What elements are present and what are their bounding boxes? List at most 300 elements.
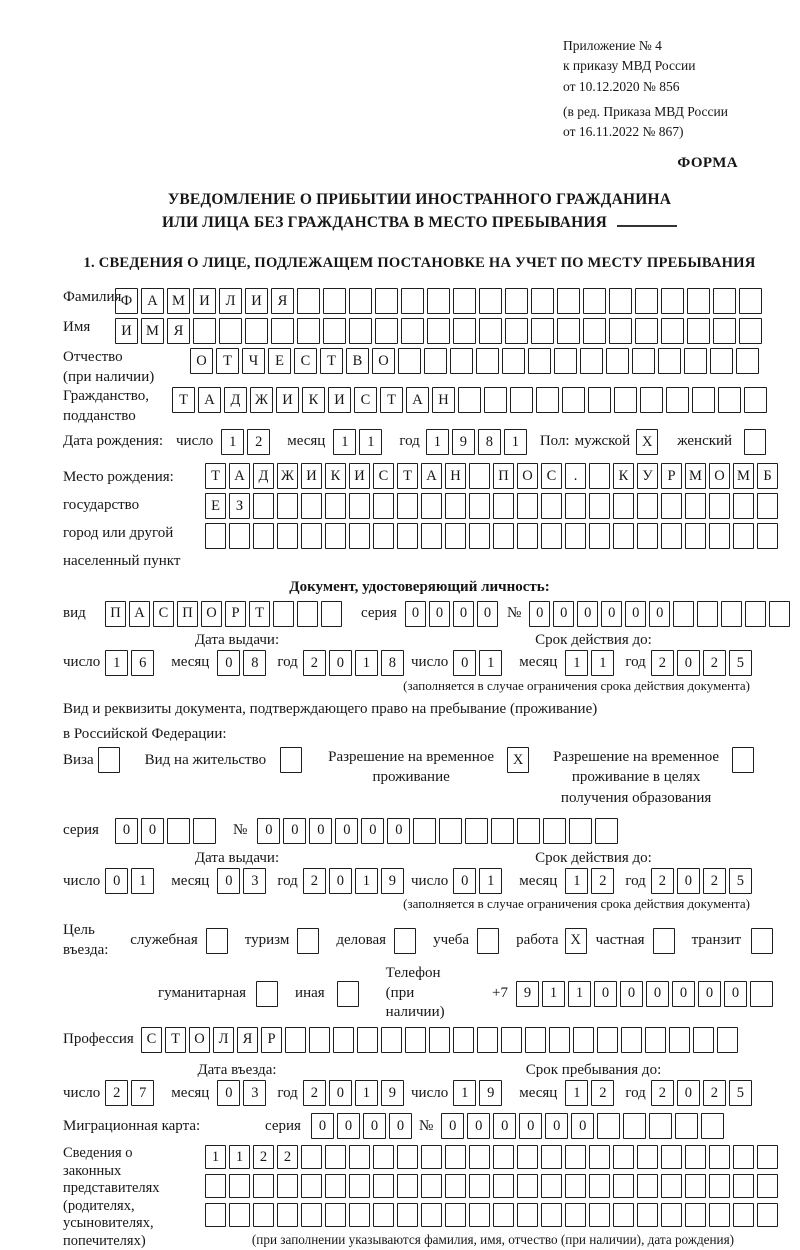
char-cell[interactable]: Ж [277,463,298,489]
char-cell[interactable] [557,288,580,314]
char-cell[interactable]: 0 [677,650,700,676]
char-cell[interactable] [751,928,773,954]
char-cell[interactable] [713,318,736,344]
char-cell[interactable]: 0 [335,818,358,844]
char-cell[interactable] [697,601,718,627]
char-cell[interactable]: О [372,348,395,374]
char-cell[interactable]: 0 [217,1080,240,1106]
char-cell[interactable]: 1 [565,868,588,894]
char-cell[interactable]: С [541,463,562,489]
char-cell[interactable] [469,463,490,489]
char-cell[interactable]: 0 [363,1113,386,1139]
char-cell[interactable]: А [129,601,150,627]
char-cell[interactable]: 2 [703,650,726,676]
char-cell[interactable] [394,928,416,954]
char-cell[interactable] [253,493,274,519]
char-cell[interactable] [744,387,767,413]
char-cell[interactable]: 0 [677,868,700,894]
char-cell[interactable] [285,1027,306,1053]
char-cell[interactable]: 0 [724,981,747,1007]
char-cell[interactable] [445,493,466,519]
char-cell[interactable]: 2 [253,1145,274,1169]
char-cell[interactable] [517,1203,538,1227]
char-cell[interactable]: 1 [426,429,449,455]
char-cell[interactable] [491,818,514,844]
char-cell[interactable]: Н [445,463,466,489]
char-cell[interactable] [505,288,528,314]
char-cell[interactable] [453,318,476,344]
char-cell[interactable] [193,818,216,844]
char-cell[interactable] [421,493,442,519]
char-cell[interactable] [661,1203,682,1227]
char-cell[interactable] [709,1145,730,1169]
char-cell[interactable]: Д [224,387,247,413]
char-cell[interactable]: Н [432,387,455,413]
char-cell[interactable] [637,1174,658,1198]
char-cell[interactable]: Т [320,348,343,374]
char-cell[interactable] [505,318,528,344]
char-cell[interactable] [562,387,585,413]
char-cell[interactable] [397,493,418,519]
char-cell[interactable] [453,1027,474,1053]
char-cell[interactable]: 0 [311,1113,334,1139]
char-cell[interactable] [421,1174,442,1198]
char-cell[interactable] [229,1203,250,1227]
char-cell[interactable]: 0 [429,601,450,627]
char-cell[interactable] [469,493,490,519]
char-cell[interactable]: 2 [591,868,614,894]
char-cell[interactable]: С [141,1027,162,1053]
char-cell[interactable] [621,1027,642,1053]
char-cell[interactable]: 0 [672,981,695,1007]
char-cell[interactable] [736,348,759,374]
char-cell[interactable] [675,1113,698,1139]
char-cell[interactable]: 1 [131,868,154,894]
char-cell[interactable] [589,1145,610,1169]
char-cell[interactable] [721,601,742,627]
char-cell[interactable]: 0 [601,601,622,627]
char-cell[interactable]: 1 [504,429,527,455]
char-cell[interactable] [684,348,707,374]
char-cell[interactable]: Т [172,387,195,413]
char-cell[interactable] [565,1174,586,1198]
char-cell[interactable] [565,1203,586,1227]
char-cell[interactable]: У [637,463,658,489]
char-cell[interactable]: 1 [355,1080,378,1106]
char-cell[interactable] [673,601,694,627]
char-cell[interactable]: 1 [355,650,378,676]
temp-residence-education-checkbox[interactable] [732,747,757,773]
char-cell[interactable]: 0 [115,818,138,844]
char-cell[interactable] [413,818,436,844]
char-cell[interactable] [744,429,766,455]
purpose-official-checkbox[interactable] [206,928,231,954]
char-cell[interactable] [661,318,684,344]
char-cell[interactable] [692,387,715,413]
char-cell[interactable]: З [229,493,250,519]
char-cell[interactable]: В [346,348,369,374]
temp-residence-checkbox[interactable] [507,747,532,773]
char-cell[interactable] [709,1174,730,1198]
char-cell[interactable] [685,1145,706,1169]
purpose-transit-checkbox[interactable] [751,928,776,954]
char-cell[interactable] [589,493,610,519]
char-cell[interactable]: 0 [646,981,669,1007]
char-cell[interactable]: 2 [303,650,326,676]
char-cell[interactable] [493,1174,514,1198]
char-cell[interactable]: 0 [387,818,410,844]
char-cell[interactable]: Т [380,387,403,413]
char-cell[interactable] [517,1174,538,1198]
char-cell[interactable] [325,1174,346,1198]
char-cell[interactable] [397,1174,418,1198]
char-cell[interactable] [757,1174,778,1198]
char-cell[interactable] [357,1027,378,1053]
char-cell[interactable] [301,523,322,549]
char-cell[interactable]: 0 [519,1113,542,1139]
char-cell[interactable]: 9 [479,1080,502,1106]
char-cell[interactable] [453,288,476,314]
char-cell[interactable]: 1 [229,1145,250,1169]
char-cell[interactable] [757,493,778,519]
char-cell[interactable] [583,318,606,344]
female-checkbox[interactable] [744,429,769,455]
char-cell[interactable] [661,1174,682,1198]
char-cell[interactable] [349,1203,370,1227]
char-cell[interactable]: И [276,387,299,413]
char-cell[interactable] [445,523,466,549]
char-cell[interactable] [649,1113,672,1139]
char-cell[interactable] [493,1203,514,1227]
char-cell[interactable]: 0 [620,981,643,1007]
char-cell[interactable]: 1 [221,429,244,455]
char-cell[interactable] [565,1145,586,1169]
char-cell[interactable]: А [141,288,164,314]
char-cell[interactable] [301,493,322,519]
char-cell[interactable]: 0 [337,1113,360,1139]
char-cell[interactable]: 3 [243,868,266,894]
char-cell[interactable]: 0 [441,1113,464,1139]
char-cell[interactable]: 9 [452,429,475,455]
char-cell[interactable]: 9 [381,1080,404,1106]
char-cell[interactable]: П [493,463,514,489]
char-cell[interactable] [253,1174,274,1198]
char-cell[interactable]: 9 [516,981,539,1007]
char-cell[interactable] [597,1027,618,1053]
char-cell[interactable]: 0 [625,601,646,627]
char-cell[interactable] [541,493,562,519]
char-cell[interactable]: 1 [453,1080,476,1106]
char-cell[interactable] [297,288,320,314]
char-cell[interactable] [609,318,632,344]
char-cell[interactable] [253,523,274,549]
char-cell[interactable]: 1 [205,1145,226,1169]
char-cell[interactable] [458,387,481,413]
char-cell[interactable]: 0 [594,981,617,1007]
char-cell[interactable]: О [190,348,213,374]
char-cell[interactable]: 2 [651,1080,674,1106]
char-cell[interactable]: П [177,601,198,627]
char-cell[interactable] [421,523,442,549]
char-cell[interactable]: 1 [359,429,382,455]
purpose-business-checkbox[interactable] [394,928,419,954]
char-cell[interactable] [640,387,663,413]
char-cell[interactable] [205,1174,226,1198]
char-cell[interactable] [589,463,610,489]
char-cell[interactable] [637,1145,658,1169]
char-cell[interactable] [685,493,706,519]
char-cell[interactable] [565,523,586,549]
char-cell[interactable] [528,348,551,374]
char-cell[interactable]: 1 [355,868,378,894]
char-cell[interactable] [569,818,592,844]
char-cell[interactable] [484,387,507,413]
char-cell[interactable] [609,288,632,314]
char-cell[interactable] [206,928,228,954]
char-cell[interactable]: Т [397,463,418,489]
char-cell[interactable] [450,348,473,374]
char-cell[interactable] [557,318,580,344]
char-cell[interactable] [739,318,762,344]
char-cell[interactable] [732,747,754,773]
char-cell[interactable] [733,523,754,549]
visa-checkbox[interactable] [98,747,123,773]
char-cell[interactable]: Я [167,318,190,344]
char-cell[interactable]: 0 [577,601,598,627]
char-cell[interactable] [701,1113,724,1139]
char-cell[interactable] [167,818,190,844]
char-cell[interactable] [337,981,359,1007]
char-cell[interactable] [645,1027,666,1053]
char-cell[interactable] [580,348,603,374]
char-cell[interactable] [476,348,499,374]
char-cell[interactable]: 0 [389,1113,412,1139]
char-cell[interactable] [713,288,736,314]
char-cell[interactable] [479,318,502,344]
char-cell[interactable] [445,1145,466,1169]
char-cell[interactable] [623,1113,646,1139]
char-cell[interactable]: 1 [591,650,614,676]
char-cell[interactable] [635,288,658,314]
char-cell[interactable]: 0 [453,601,474,627]
char-cell[interactable] [525,1027,546,1053]
char-cell[interactable] [205,1203,226,1227]
char-cell[interactable]: 0 [571,1113,594,1139]
char-cell[interactable]: 0 [141,818,164,844]
char-cell[interactable] [477,928,499,954]
char-cell[interactable]: 0 [405,601,426,627]
char-cell[interactable] [349,1174,370,1198]
char-cell[interactable] [613,523,634,549]
char-cell[interactable]: 0 [257,818,280,844]
purpose-work-checkbox[interactable] [565,928,590,954]
char-cell[interactable] [381,1027,402,1053]
char-cell[interactable]: И [328,387,351,413]
char-cell[interactable] [709,1203,730,1227]
char-cell[interactable]: 9 [381,868,404,894]
char-cell[interactable] [349,523,370,549]
char-cell[interactable]: 0 [698,981,721,1007]
char-cell[interactable] [536,387,559,413]
char-cell[interactable]: 5 [729,650,752,676]
char-cell[interactable]: Б [757,463,778,489]
char-cell[interactable] [661,493,682,519]
char-cell[interactable] [479,288,502,314]
char-cell[interactable] [256,981,278,1007]
char-cell[interactable]: X [565,928,587,954]
char-cell[interactable]: 7 [131,1080,154,1106]
char-cell[interactable] [687,288,710,314]
char-cell[interactable] [614,387,637,413]
char-cell[interactable] [517,523,538,549]
char-cell[interactable] [661,1145,682,1169]
char-cell[interactable]: 2 [591,1080,614,1106]
char-cell[interactable] [685,523,706,549]
char-cell[interactable]: 1 [479,868,502,894]
char-cell[interactable] [543,818,566,844]
char-cell[interactable]: М [733,463,754,489]
char-cell[interactable]: 0 [453,650,476,676]
char-cell[interactable]: 0 [493,1113,516,1139]
char-cell[interactable]: Т [205,463,226,489]
char-cell[interactable] [401,288,424,314]
char-cell[interactable]: 0 [677,1080,700,1106]
char-cell[interactable]: Я [237,1027,258,1053]
char-cell[interactable] [427,288,450,314]
char-cell[interactable]: И [193,288,216,314]
char-cell[interactable] [439,818,462,844]
char-cell[interactable] [502,348,525,374]
char-cell[interactable]: А [421,463,442,489]
char-cell[interactable] [229,523,250,549]
char-cell[interactable]: 0 [467,1113,490,1139]
char-cell[interactable] [469,1203,490,1227]
char-cell[interactable] [349,493,370,519]
char-cell[interactable]: Ф [115,288,138,314]
char-cell[interactable] [613,1145,634,1169]
char-cell[interactable] [549,1027,570,1053]
char-cell[interactable] [427,318,450,344]
char-cell[interactable] [757,1203,778,1227]
char-cell[interactable] [193,318,216,344]
char-cell[interactable]: 0 [361,818,384,844]
char-cell[interactable] [589,523,610,549]
char-cell[interactable] [739,288,762,314]
char-cell[interactable]: 0 [553,601,574,627]
char-cell[interactable]: Д [253,463,274,489]
char-cell[interactable] [421,1203,442,1227]
char-cell[interactable] [666,387,689,413]
char-cell[interactable] [531,318,554,344]
char-cell[interactable] [583,288,606,314]
char-cell[interactable]: 6 [131,650,154,676]
char-cell[interactable] [325,1145,346,1169]
char-cell[interactable] [375,318,398,344]
char-cell[interactable]: 2 [651,650,674,676]
char-cell[interactable] [554,348,577,374]
char-cell[interactable] [271,318,294,344]
char-cell[interactable] [573,1027,594,1053]
char-cell[interactable] [710,348,733,374]
char-cell[interactable]: М [685,463,706,489]
char-cell[interactable] [493,1145,514,1169]
char-cell[interactable] [501,1027,522,1053]
char-cell[interactable] [333,1027,354,1053]
char-cell[interactable]: Л [219,288,242,314]
char-cell[interactable] [637,523,658,549]
char-cell[interactable]: . [565,463,586,489]
char-cell[interactable] [205,523,226,549]
char-cell[interactable] [373,1174,394,1198]
char-cell[interactable] [661,288,684,314]
char-cell[interactable] [757,1145,778,1169]
char-cell[interactable]: С [153,601,174,627]
char-cell[interactable] [465,818,488,844]
char-cell[interactable] [229,1174,250,1198]
char-cell[interactable]: 5 [729,868,752,894]
char-cell[interactable] [613,1174,634,1198]
char-cell[interactable]: О [709,463,730,489]
char-cell[interactable] [373,523,394,549]
char-cell[interactable] [517,1145,538,1169]
char-cell[interactable] [613,493,634,519]
char-cell[interactable] [510,387,533,413]
char-cell[interactable] [745,601,766,627]
char-cell[interactable]: Я [271,288,294,314]
char-cell[interactable] [445,1203,466,1227]
char-cell[interactable] [687,318,710,344]
char-cell[interactable] [469,1174,490,1198]
male-checkbox[interactable] [636,429,661,455]
char-cell[interactable]: 2 [277,1145,298,1169]
char-cell[interactable]: 0 [283,818,306,844]
char-cell[interactable] [541,523,562,549]
char-cell[interactable]: 2 [703,1080,726,1106]
char-cell[interactable]: И [349,463,370,489]
char-cell[interactable]: Т [216,348,239,374]
purpose-private-checkbox[interactable] [653,928,678,954]
char-cell[interactable] [541,1203,562,1227]
char-cell[interactable]: И [115,318,138,344]
char-cell[interactable] [277,1174,298,1198]
char-cell[interactable]: 8 [478,429,501,455]
char-cell[interactable] [301,1203,322,1227]
char-cell[interactable]: Р [261,1027,282,1053]
char-cell[interactable] [421,1145,442,1169]
char-cell[interactable] [517,818,540,844]
char-cell[interactable] [301,1174,322,1198]
char-cell[interactable] [717,1027,738,1053]
char-cell[interactable] [693,1027,714,1053]
char-cell[interactable] [613,1203,634,1227]
char-cell[interactable]: 1 [105,650,128,676]
char-cell[interactable]: X [507,747,529,773]
char-cell[interactable] [325,523,346,549]
char-cell[interactable] [398,348,421,374]
char-cell[interactable] [273,601,294,627]
char-cell[interactable]: 0 [105,868,128,894]
char-cell[interactable] [469,523,490,549]
char-cell[interactable]: 0 [453,868,476,894]
char-cell[interactable] [323,288,346,314]
char-cell[interactable] [373,1203,394,1227]
char-cell[interactable] [401,318,424,344]
char-cell[interactable] [397,1203,418,1227]
char-cell[interactable] [718,387,741,413]
char-cell[interactable] [397,523,418,549]
char-cell[interactable] [277,1203,298,1227]
char-cell[interactable]: А [198,387,221,413]
